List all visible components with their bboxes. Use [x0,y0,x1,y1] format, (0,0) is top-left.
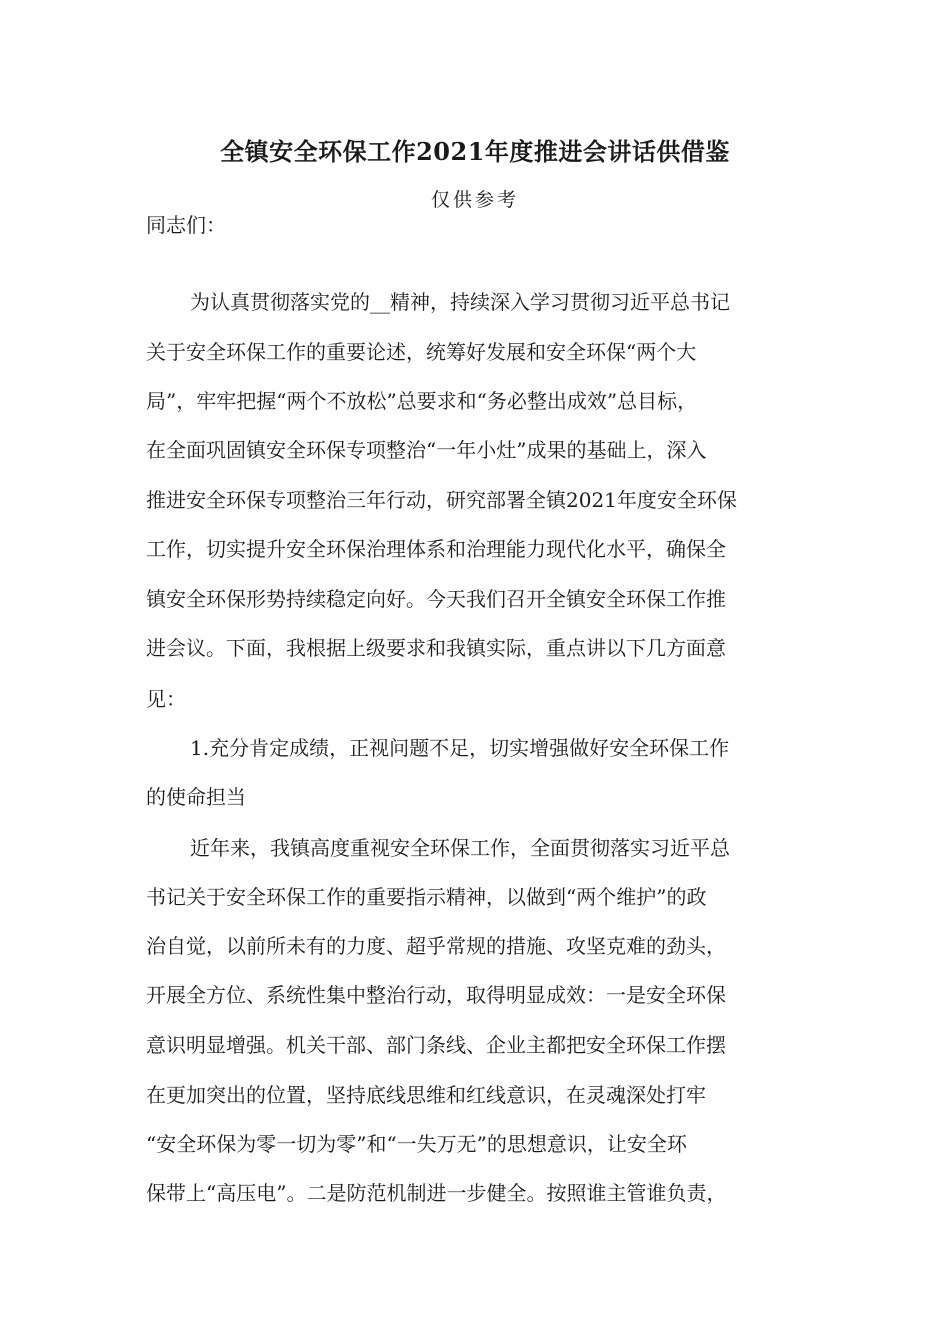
text-line: 意识明显增强。机关干部、部门条线、企业主都把安全环保工作摆 [146,1033,726,1057]
section-heading-line: 的使命担当 [146,785,246,809]
text-line: 关于安全环保工作的重要论述，统筹好发展和安全环保“两个大 [146,340,697,364]
text-line: 见： [146,687,186,711]
text-line: 为认真贯彻落实党的__精神，持续深入学习贯彻习近平总书记 [190,290,730,314]
text-line: “安全环保为零一切为零”和“一失万无”的思想意识，让安全环 [146,1132,687,1156]
section-heading-line: 1.充分肯定成绩，正视问题不足，切实增强做好安全环保工作 [190,736,730,760]
text-line: 书记关于安全环保工作的重要指示精神，以做到“两个维护”的政 [146,885,707,909]
text-line: 开展全方位、系统性集中整治行动，取得明显成效：一是安全环保 [146,983,726,1007]
text-line: 镇安全环保形势持续稳定向好。今天我们召开全镇安全环保工作推 [146,587,726,611]
text-line: 工作，切实提升安全环保治理体系和治理能力现代化水平，确保全 [146,537,726,561]
salutation-line: 同志们： [146,213,226,237]
text-line: 进会议。下面，我根据上级要求和我镇实际，重点讲以下几方面意 [146,636,726,660]
text-line: 近年来，我镇高度重视安全环保工作，全面贯彻落实习近平总 [190,836,730,860]
text-line: 推进安全环保专项整治三年行动，研究部署全镇2021年度安全环保 [146,488,737,512]
text-line: 局”，牢牢把握“两个不放松”总要求和“务必整出成效”总目标， [146,389,698,413]
text-line: 在更加突出的位置，坚持底线思维和红线意识，在灵魂深处打牢 [146,1083,706,1107]
text-line: 治自觉，以前所未有的力度、超乎常规的措施、攻坚克难的劲头， [146,934,726,958]
document-title: 全镇安全环保工作2021年度推进会讲话供借鉴 [220,137,730,166]
document-subtitle: 仅供参考 [430,189,519,211]
text-line: 保带上“高压电”。二是防范机制进一步健全。按照谁主管谁负责， [146,1181,727,1205]
text-line: 在全面巩固镇安全环保专项整治“一年小灶”成果的基础上，深入 [146,438,707,462]
